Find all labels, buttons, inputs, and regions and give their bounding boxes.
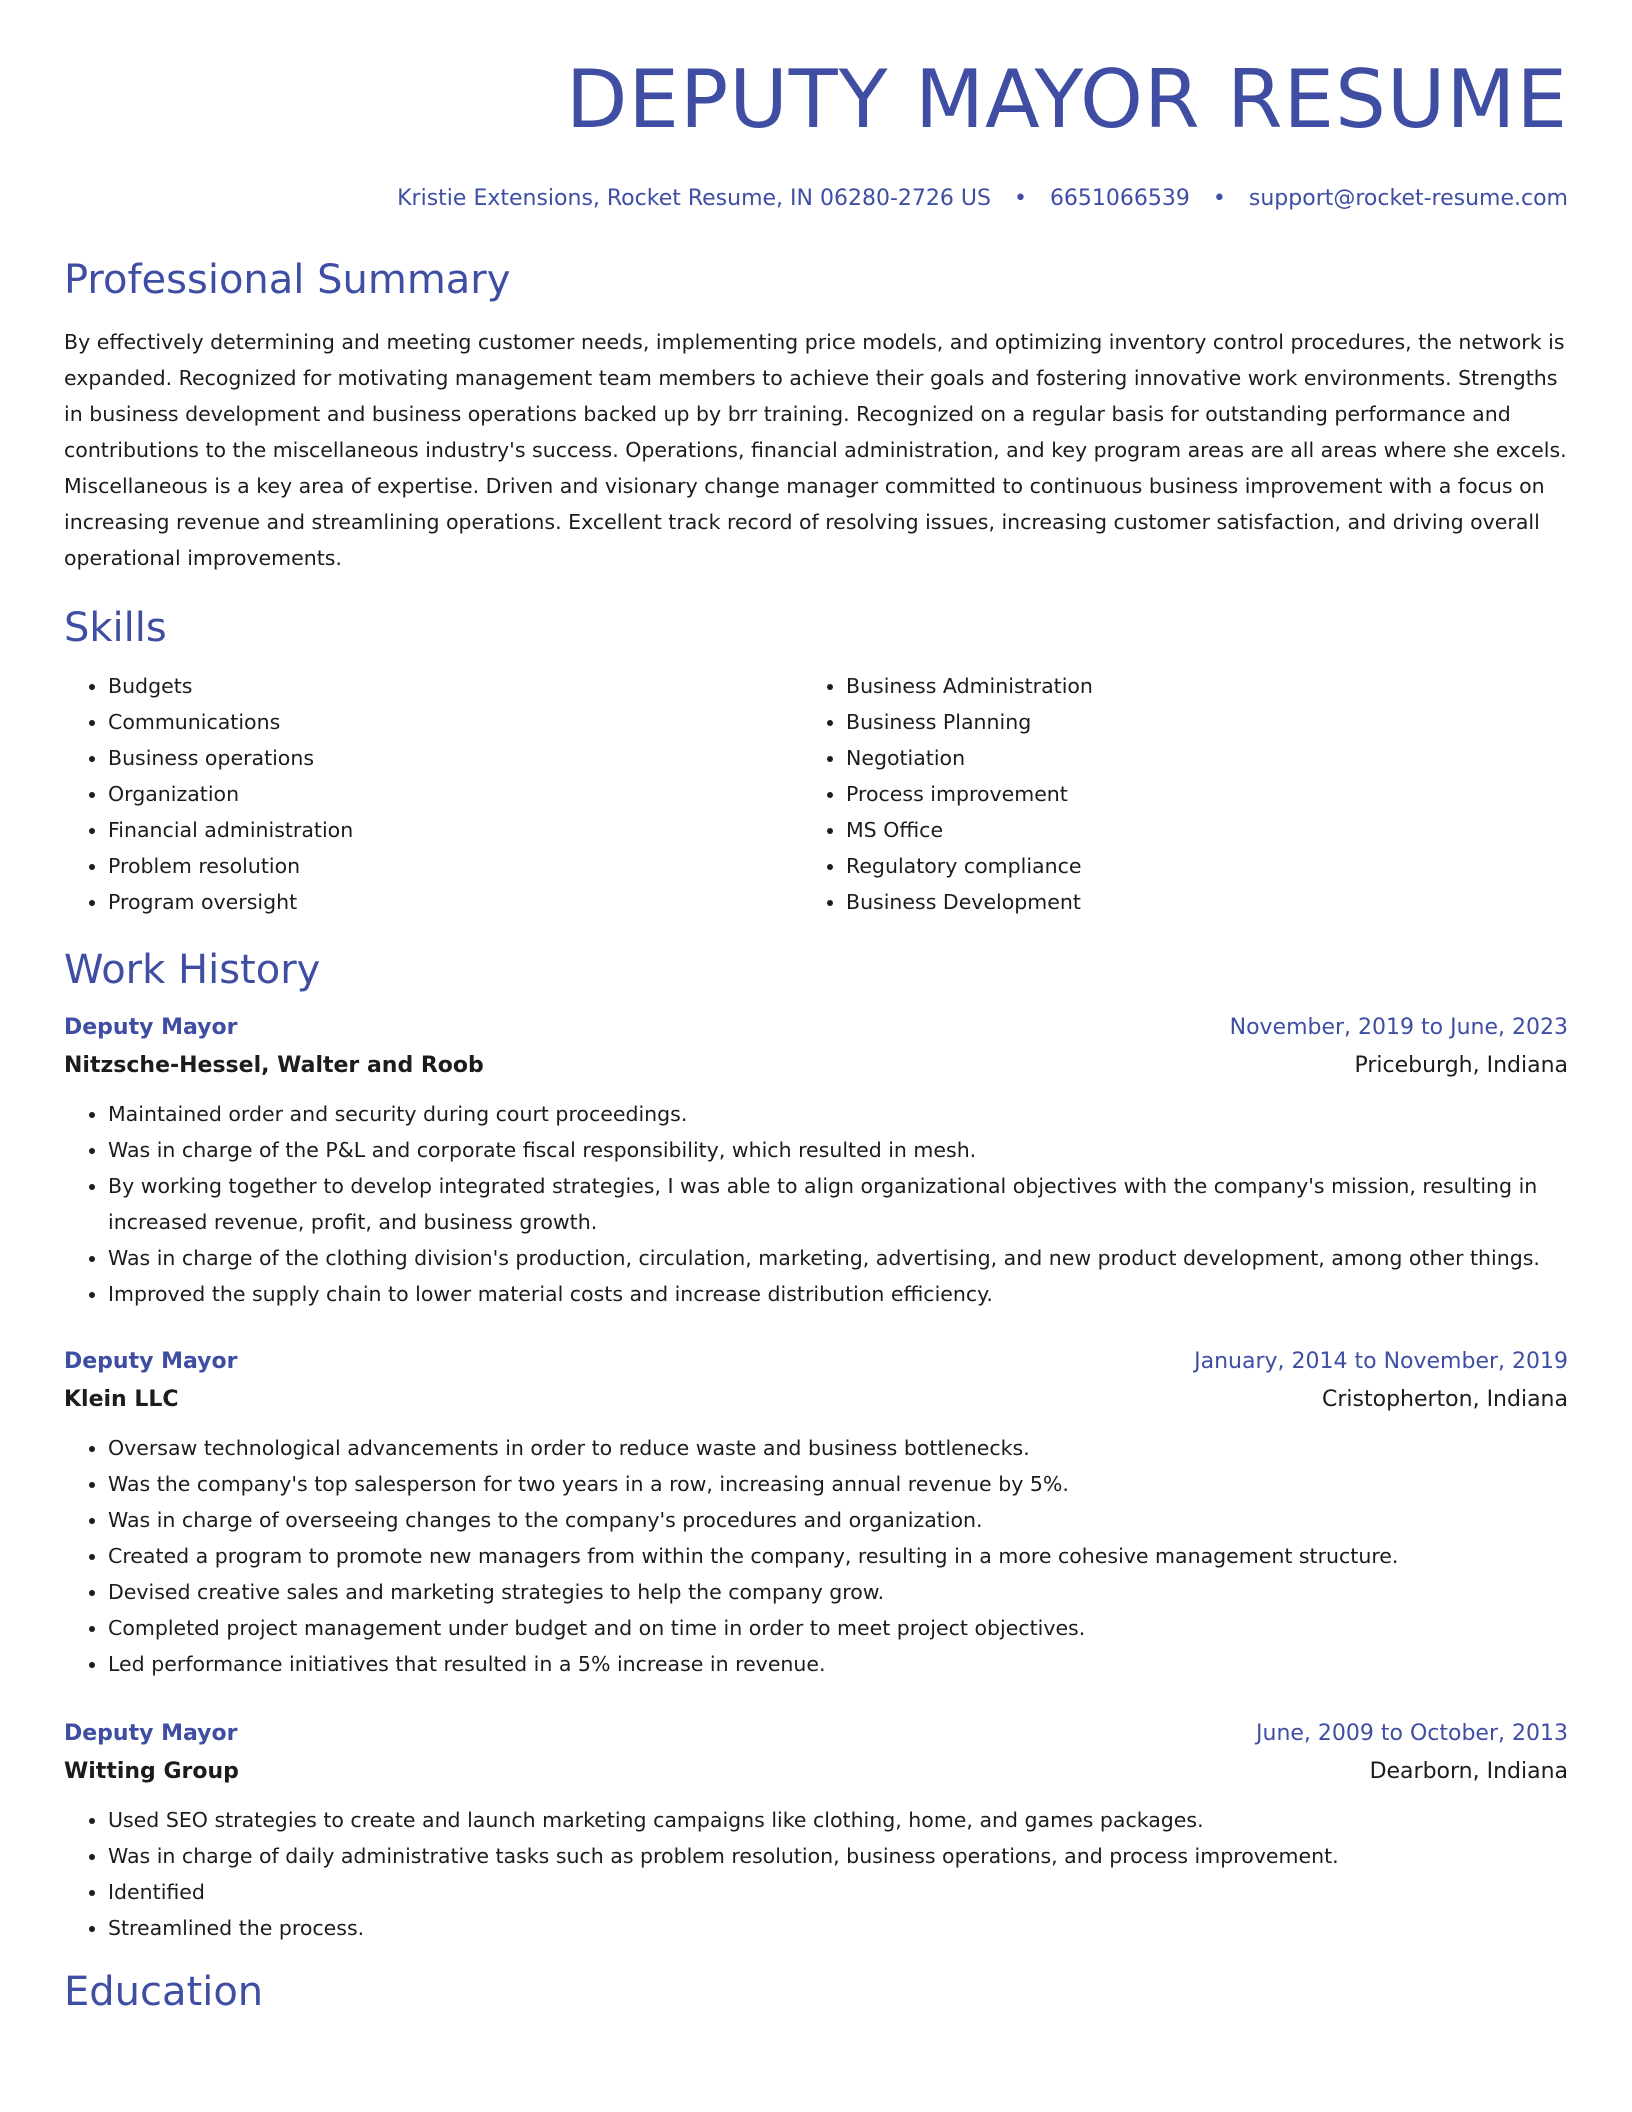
job-header bbox=[64, 1716, 1568, 1752]
skills-list-left bbox=[64, 668, 802, 920]
skill-item: • Process improvement bbox=[846, 776, 1562, 812]
job-subheader bbox=[64, 1382, 1568, 1418]
contact-line bbox=[64, 184, 1568, 214]
job-bullets bbox=[64, 1802, 1568, 1946]
skills-list-right bbox=[802, 668, 1562, 920]
job-role: Deputy Mayor bbox=[64, 1721, 238, 1746]
job-bullet: • Maintained order and security during court proceedings. bbox=[108, 1096, 1568, 1132]
job-bullet: • Improved the supply chain to lower material costs and increase distribution efficiency. bbox=[108, 1276, 1568, 1312]
skill-item: • Organization bbox=[108, 776, 802, 812]
work-history-section bbox=[64, 946, 1568, 1946]
job-company: Nitzsche-Hessel, Walter and Roob bbox=[64, 1053, 484, 1078]
education-heading: Education bbox=[64, 1969, 264, 2015]
job-role: Deputy Mayor bbox=[64, 1015, 238, 1040]
summary-heading: Professional Summary bbox=[64, 257, 511, 303]
job-bullet: • Created a program to promote new managers from within the company, resulting in a more cohesive management structure. bbox=[108, 1538, 1568, 1574]
job-bullets bbox=[64, 1430, 1568, 1682]
job-location: Priceburgh, Indiana bbox=[1354, 1053, 1568, 1078]
skill-item: • Financial administration bbox=[108, 812, 802, 848]
job-company: Witting Group bbox=[64, 1759, 239, 1784]
job-location: Cristopherton, Indiana bbox=[1322, 1387, 1568, 1412]
job-role: Deputy Mayor bbox=[64, 1349, 238, 1374]
job-bullet: • Streamlined the process. bbox=[108, 1910, 1568, 1946]
job-dates: November, 2019 to June, 2023 bbox=[1229, 1015, 1568, 1040]
job-location: Dearborn, Indiana bbox=[1369, 1759, 1568, 1784]
job-bullet: • Completed project management under budget and on time in order to meet project objectives. bbox=[108, 1610, 1568, 1646]
job-bullets bbox=[64, 1096, 1568, 1312]
contact-separator: • bbox=[1212, 186, 1226, 211]
job-bullet: • By working together to develop integrated strategies, I was able to align organizational objectives with the company's mission, resulting in increased revenue, profit, and business growth. bbox=[108, 1168, 1568, 1240]
job-company: Klein LLC bbox=[64, 1387, 179, 1412]
job-bullet: • Oversaw technological advancements in order to reduce waste and business bottlenecks. bbox=[108, 1430, 1568, 1466]
summary-section bbox=[64, 256, 1568, 576]
job-bullet: • Was in charge of the clothing division's production, circulation, marketing, advertising, and new product development, among other things. bbox=[108, 1240, 1568, 1276]
skill-item: • Regulatory compliance bbox=[846, 848, 1562, 884]
job-dates: January, 2014 to November, 2019 bbox=[1194, 1349, 1568, 1374]
resume-title: DEPUTY MAYOR RESUME bbox=[565, 53, 1568, 146]
job-header bbox=[64, 1010, 1568, 1046]
skill-item: • Business operations bbox=[108, 740, 802, 776]
job-bullet: • Was in charge of daily administrative tasks such as problem resolution, business operations, and process improvement. bbox=[108, 1838, 1568, 1874]
education-section bbox=[64, 1968, 1568, 2016]
job-header bbox=[64, 1344, 1568, 1380]
job-entry bbox=[64, 1010, 1568, 1312]
skill-item: • MS Office bbox=[846, 812, 1562, 848]
skill-item: • Business Development bbox=[846, 884, 1562, 920]
job-bullet: • Led performance initiatives that resulted in a 5% increase in revenue. bbox=[108, 1646, 1568, 1682]
contact-separator: • bbox=[1013, 186, 1027, 211]
job-bullet: • Was in charge of overseeing changes to the company's procedures and organization. bbox=[108, 1502, 1568, 1538]
job-dates: June, 2009 to October, 2013 bbox=[1256, 1721, 1568, 1746]
job-bullet: • Was the company's top salesperson for two years in a row, increasing annual revenue by 5%. bbox=[108, 1466, 1568, 1502]
skill-item: • Business Administration bbox=[846, 668, 1562, 704]
job-bullet: • Identified bbox=[108, 1874, 1568, 1910]
skills-section bbox=[64, 604, 1568, 920]
job-entry bbox=[64, 1344, 1568, 1682]
summary-text: By effectively determining and meeting customer needs, implementing price models, and optimizing inventory control procedures, the network is expanded. Recognized for motivating management team members to achieve their goals and fostering innovative work environments. Strengths in business development and business operations backed up by brr training. Recognized on a regular basis for outstanding performance and contributions to the miscellaneous industry's success. Operations, financial administration, and key program areas are all areas where she excels. Miscellaneous is a key area of expertise. Driven and visionary change manager committed to continuous business improvement with a focus on increasing revenue and streamlining operations. Excellent track record of resolving issues, increasing customer satisfaction, and driving overall operational improvements. bbox=[64, 330, 1567, 570]
skill-item: • Negotiation bbox=[846, 740, 1562, 776]
skills-heading: Skills bbox=[64, 605, 167, 651]
contact-address: Kristie Extensions, Rocket Resume, IN 06280-2726 US bbox=[397, 186, 991, 211]
skill-item: • Business Planning bbox=[846, 704, 1562, 740]
skill-item: • Problem resolution bbox=[108, 848, 802, 884]
contact-email: support@rocket-resume.com bbox=[1248, 186, 1568, 211]
job-bullet: • Devised creative sales and marketing strategies to help the company grow. bbox=[108, 1574, 1568, 1610]
job-subheader bbox=[64, 1754, 1568, 1790]
skills-columns bbox=[64, 668, 1568, 920]
skill-item: • Program oversight bbox=[108, 884, 802, 920]
job-bullet: • Was in charge of the P&L and corporate fiscal responsibility, which resulted in mesh. bbox=[108, 1132, 1568, 1168]
job-subheader bbox=[64, 1048, 1568, 1084]
work-history-heading: Work History bbox=[64, 947, 321, 993]
job-bullet: • Used SEO strategies to create and launch marketing campaigns like clothing, home, and games packages. bbox=[108, 1802, 1568, 1838]
resume-header bbox=[64, 0, 1568, 214]
job-entry bbox=[64, 1716, 1568, 1946]
skill-item: • Budgets bbox=[108, 668, 802, 704]
contact-phone: 6651066539 bbox=[1049, 186, 1190, 211]
skill-item: • Communications bbox=[108, 704, 802, 740]
